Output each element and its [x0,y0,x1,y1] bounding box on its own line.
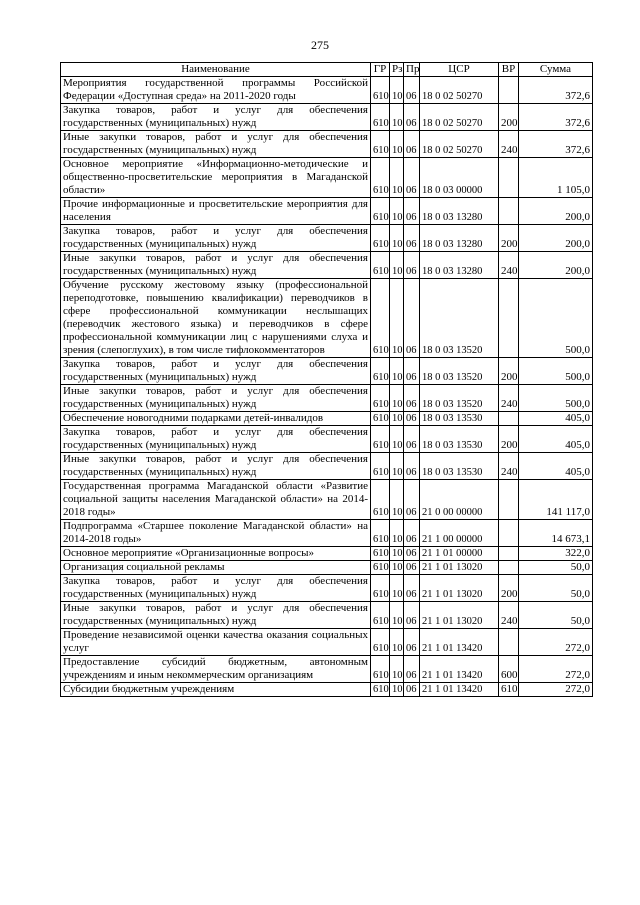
table-row [61,358,593,385]
cell-gr: 610 [371,656,390,683]
table-row [61,426,593,453]
cell-gr: 610 [371,385,390,412]
cell-pr: 06 [404,279,420,358]
table-row [61,385,593,412]
budget-table [60,62,593,697]
cell-csr: 18 0 03 13530 [420,412,499,426]
cell-pr: 06 [404,412,420,426]
cell-csr: 21 1 01 13420 [420,683,499,697]
cell-name: Закупка товаров, работ и услуг для обеспечения государственных (муниципальных) нужд [61,358,371,385]
table-row [61,547,593,561]
cell-name: Предоставление субсидий бюджетным, автономным учреждениям и иным некоммерческим организациям [61,656,371,683]
cell-pr: 06 [404,480,420,520]
cell-vr [499,520,519,547]
cell-vr: 240 [499,453,519,480]
cell-sum: 405,0 [519,426,593,453]
cell-sum: 1 105,0 [519,158,593,198]
cell-gr: 610 [371,629,390,656]
cell-rz: 10 [390,520,404,547]
cell-rz: 10 [390,158,404,198]
cell-sum: 372,6 [519,131,593,158]
cell-sum: 405,0 [519,453,593,480]
cell-name: Иные закупки товаров, работ и услуг для обеспечения государственных (муниципальных) нужд [61,252,371,279]
cell-name: Иные закупки товаров, работ и услуг для обеспечения государственных (муниципальных) нужд [61,602,371,629]
cell-name: Закупка товаров, работ и услуг для обеспечения государственных (муниципальных) нужд [61,104,371,131]
table-row [61,279,593,358]
cell-vr [499,198,519,225]
cell-sum: 50,0 [519,602,593,629]
cell-name: Закупка товаров, работ и услуг для обеспечения государственных (муниципальных) нужд [61,426,371,453]
cell-sum: 200,0 [519,225,593,252]
cell-name: Подпрограмма «Старшее поколение Магаданской области» на 2014-2018 годы» [61,520,371,547]
table-row [61,480,593,520]
cell-rz: 10 [390,575,404,602]
cell-pr: 06 [404,131,420,158]
cell-csr: 21 1 01 13020 [420,561,499,575]
cell-gr: 610 [371,104,390,131]
cell-csr: 21 0 00 00000 [420,480,499,520]
cell-rz: 10 [390,602,404,629]
table-row [61,412,593,426]
cell-gr: 610 [371,520,390,547]
cell-vr [499,158,519,198]
cell-rz: 10 [390,279,404,358]
cell-gr: 610 [371,225,390,252]
table-row [61,158,593,198]
cell-rz: 10 [390,480,404,520]
cell-rz: 10 [390,225,404,252]
cell-gr: 610 [371,453,390,480]
table-row [61,683,593,697]
cell-name: Основное мероприятие «Информационно-методические и общественно-просветительские мероприятия в Магаданской области» [61,158,371,198]
cell-csr: 18 0 03 13280 [420,198,499,225]
cell-gr: 610 [371,480,390,520]
table-header-row [61,63,593,77]
table-row [61,453,593,480]
table-row [61,602,593,629]
cell-csr: 21 1 01 13020 [420,575,499,602]
cell-sum: 50,0 [519,561,593,575]
cell-pr: 06 [404,547,420,561]
cell-name: Мероприятия государственной программы Российской Федерации «Доступная среда» на 2011-2020 годы [61,77,371,104]
cell-rz: 10 [390,77,404,104]
table-body [61,77,593,697]
cell-sum: 500,0 [519,385,593,412]
header-name: Наименование [61,63,371,77]
cell-csr: 21 1 01 00000 [420,547,499,561]
cell-rz: 10 [390,358,404,385]
cell-csr: 18 0 03 13520 [420,358,499,385]
cell-gr: 610 [371,602,390,629]
cell-name: Государственная программа Магаданской области «Развитие социальной защиты населения Магаданской области» на 2014-2018 годы» [61,480,371,520]
cell-pr: 06 [404,77,420,104]
cell-sum: 50,0 [519,575,593,602]
cell-gr: 610 [371,252,390,279]
cell-vr [499,77,519,104]
cell-gr: 610 [371,547,390,561]
cell-name: Основное мероприятие «Организационные вопросы» [61,547,371,561]
cell-vr: 200 [499,358,519,385]
cell-csr: 18 0 03 13520 [420,385,499,412]
cell-gr: 610 [371,412,390,426]
cell-pr: 06 [404,575,420,602]
cell-gr: 610 [371,131,390,158]
header-sum: Сумма [519,63,593,77]
cell-vr: 240 [499,385,519,412]
cell-pr: 06 [404,656,420,683]
table-row [61,225,593,252]
cell-gr: 610 [371,358,390,385]
cell-pr: 06 [404,683,420,697]
cell-gr: 610 [371,158,390,198]
cell-vr [499,561,519,575]
cell-sum: 405,0 [519,412,593,426]
cell-csr: 18 0 02 50270 [420,131,499,158]
table-row [61,520,593,547]
table-row [61,629,593,656]
cell-vr [499,412,519,426]
cell-gr: 610 [371,279,390,358]
header-rz: Рз [390,63,404,77]
cell-rz: 10 [390,412,404,426]
cell-csr: 18 0 03 13530 [420,426,499,453]
cell-csr: 18 0 03 13520 [420,279,499,358]
cell-sum: 500,0 [519,358,593,385]
table-row [61,561,593,575]
cell-pr: 06 [404,629,420,656]
cell-vr [499,480,519,520]
cell-rz: 10 [390,629,404,656]
cell-pr: 06 [404,252,420,279]
cell-pr: 06 [404,158,420,198]
cell-vr [499,547,519,561]
table-row [61,656,593,683]
cell-pr: 06 [404,225,420,252]
cell-rz: 10 [390,561,404,575]
cell-rz: 10 [390,547,404,561]
cell-csr: 18 0 03 00000 [420,158,499,198]
cell-sum: 272,0 [519,683,593,697]
cell-sum: 500,0 [519,279,593,358]
cell-name: Закупка товаров, работ и услуг для обеспечения государственных (муниципальных) нужд [61,575,371,602]
cell-csr: 21 1 01 13420 [420,656,499,683]
cell-sum: 272,0 [519,656,593,683]
cell-vr: 240 [499,131,519,158]
cell-name: Прочие информационные и просветительские мероприятия для населения [61,198,371,225]
cell-vr [499,279,519,358]
cell-rz: 10 [390,656,404,683]
cell-vr: 200 [499,225,519,252]
cell-csr: 21 1 01 13020 [420,602,499,629]
cell-name: Иные закупки товаров, работ и услуг для обеспечения государственных (муниципальных) нужд [61,385,371,412]
cell-vr: 200 [499,104,519,131]
cell-rz: 10 [390,104,404,131]
cell-name: Проведение независимой оценки качества оказания социальных услуг [61,629,371,656]
cell-name: Закупка товаров, работ и услуг для обеспечения государственных (муниципальных) нужд [61,225,371,252]
cell-vr [499,629,519,656]
cell-csr: 18 0 03 13280 [420,252,499,279]
cell-pr: 06 [404,602,420,629]
cell-vr: 600 [499,656,519,683]
table-row [61,104,593,131]
cell-vr: 240 [499,602,519,629]
header-gr: ГР [371,63,390,77]
cell-csr: 18 0 02 50270 [420,104,499,131]
cell-pr: 06 [404,520,420,547]
cell-sum: 200,0 [519,198,593,225]
cell-sum: 200,0 [519,252,593,279]
cell-rz: 10 [390,252,404,279]
cell-gr: 610 [371,426,390,453]
cell-csr: 18 0 03 13280 [420,225,499,252]
cell-vr: 610 [499,683,519,697]
cell-gr: 610 [371,77,390,104]
table-row [61,198,593,225]
cell-name: Иные закупки товаров, работ и услуг для обеспечения государственных (муниципальных) нужд [61,131,371,158]
cell-csr: 21 1 01 13420 [420,629,499,656]
cell-rz: 10 [390,385,404,412]
cell-name: Субсидии бюджетным учреждениям [61,683,371,697]
cell-sum: 14 673,1 [519,520,593,547]
cell-pr: 06 [404,198,420,225]
cell-name: Иные закупки товаров, работ и услуг для обеспечения государственных (муниципальных) нужд [61,453,371,480]
cell-csr: 21 1 00 00000 [420,520,499,547]
page-number: 275 [311,38,329,52]
cell-name: Организация социальной рекламы [61,561,371,575]
cell-pr: 06 [404,104,420,131]
cell-pr: 06 [404,385,420,412]
cell-csr: 18 0 03 13530 [420,453,499,480]
header-pr: Пр [404,63,420,77]
cell-vr: 200 [499,426,519,453]
cell-pr: 06 [404,426,420,453]
cell-vr: 200 [499,575,519,602]
cell-rz: 10 [390,683,404,697]
cell-rz: 10 [390,131,404,158]
header-csr: ЦСР [420,63,499,77]
cell-pr: 06 [404,561,420,575]
cell-rz: 10 [390,426,404,453]
cell-rz: 10 [390,198,404,225]
cell-sum: 272,0 [519,629,593,656]
cell-pr: 06 [404,358,420,385]
cell-gr: 610 [371,198,390,225]
cell-gr: 610 [371,683,390,697]
cell-sum: 372,6 [519,77,593,104]
cell-name: Обучение русскому жестовому языку (профессиональной переподготовке, повышению квалификации) переводчиков в сфере профессиональной коммуникации неслышащих (переводчик жестового языка) и переводчиков в сфере профессиональной коммуникации лиц с нарушениями слуха и зрения (слепоглухих), в том числе тифлокомментаторов [61,279,371,358]
header-vr: ВР [499,63,519,77]
cell-sum: 322,0 [519,547,593,561]
table-row [61,252,593,279]
cell-csr: 18 0 02 50270 [420,77,499,104]
table-row [61,131,593,158]
cell-vr: 240 [499,252,519,279]
table-row [61,575,593,602]
cell-rz: 10 [390,453,404,480]
cell-sum: 372,6 [519,104,593,131]
table-row [61,77,593,104]
cell-name: Обеспечение новогодними подарками детей-инвалидов [61,412,371,426]
cell-pr: 06 [404,453,420,480]
cell-gr: 610 [371,561,390,575]
cell-gr: 610 [371,575,390,602]
cell-sum: 141 117,0 [519,480,593,520]
